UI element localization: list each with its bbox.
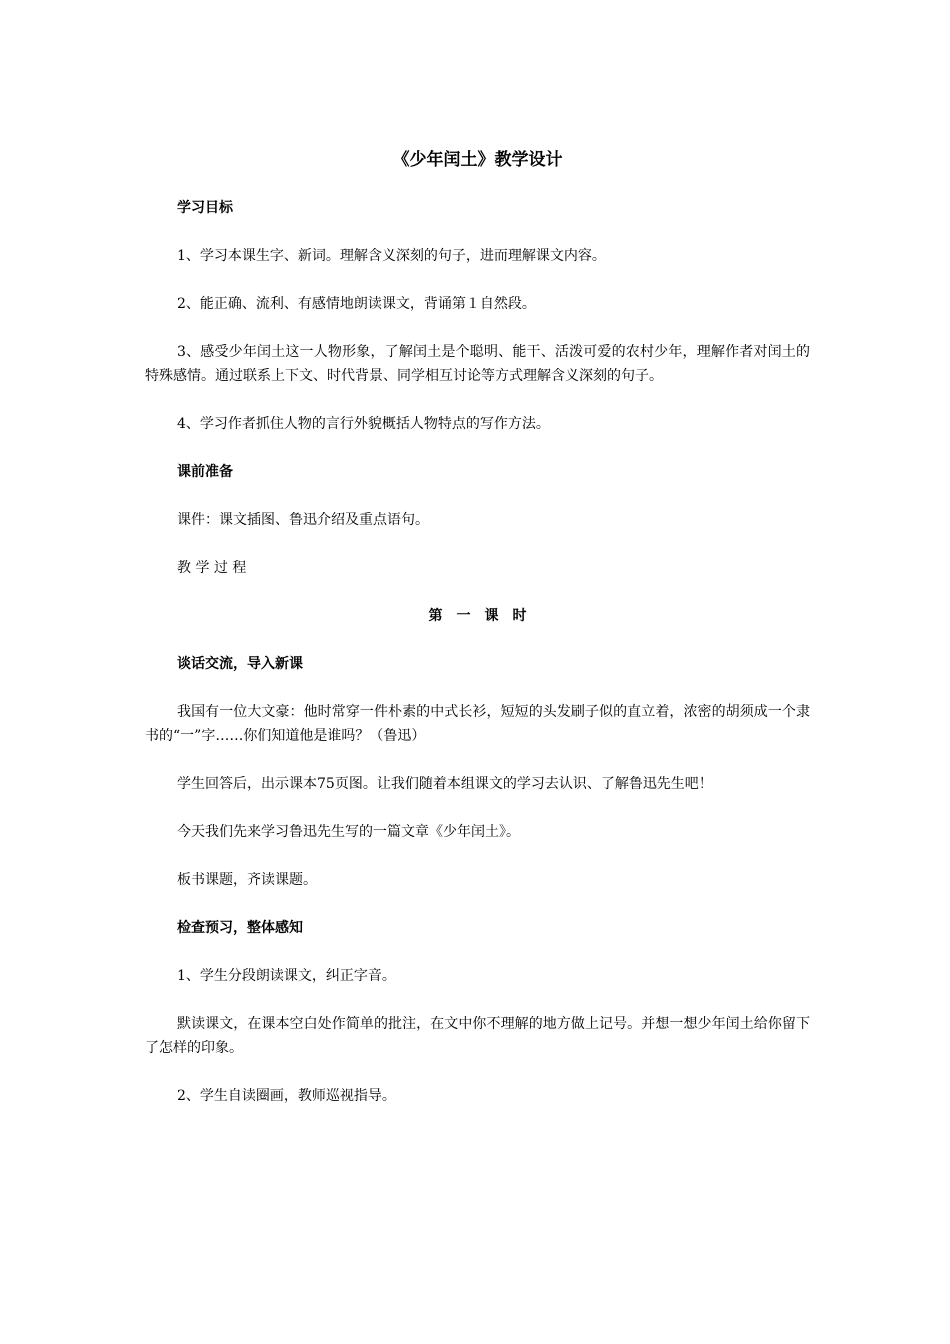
goal-2: 2、能正确、流利、有感情地朗读课文，背诵第１自然段。 bbox=[177, 296, 536, 312]
check-paragraph-3: 2、学生自读圈画，教师巡视指导。 bbox=[177, 1088, 396, 1104]
intro-heading: 谈话交流，导入新课 bbox=[177, 656, 303, 672]
intro-paragraph-1: 我国有一位大文豪：他时常穿一件朴素的中式长衫，短短的头发刷子似的直立着，浓密的胡须成一个隶书的“一”字……你们知道他是谁吗？（鲁迅） bbox=[145, 704, 810, 744]
process-heading: 教 学 过 程 bbox=[177, 560, 247, 576]
intro-paragraph-2: 学生回答后，出示课本75页图。让我们随着本组课文的学习去认识、了解鲁迅先生吧！ bbox=[177, 776, 713, 792]
goal-4: 4、学习作者抓住人物的言行外貌概括人物特点的写作方法。 bbox=[177, 416, 550, 432]
document-title: 《少年闰土》教学设计 bbox=[392, 150, 563, 170]
check-paragraph-2: 默读课文，在课本空白处作简单的批注，在文中你不理解的地方做上记号。并想一想少年闰土给你留下了怎样的印象。 bbox=[145, 1016, 810, 1056]
intro-paragraph-4: 板书课题，齐读课题。 bbox=[177, 872, 317, 888]
check-heading: 检查预习，整体感知 bbox=[177, 920, 303, 936]
prep-heading: 课前准备 bbox=[177, 464, 233, 480]
intro-paragraph-3: 今天我们先来学习鲁迅先生写的一篇文章《少年闰土》。 bbox=[177, 824, 520, 840]
session-title: 第 一 课 时 bbox=[428, 608, 527, 624]
check-paragraph-1: 1、学生分段朗读课文，纠正字音。 bbox=[177, 968, 396, 984]
prep-text: 课件：课文插图、鲁迅介绍及重点语句。 bbox=[177, 512, 429, 528]
goal-3: 3、感受少年闰土这一人物形象，了解闰土是个聪明、能干、活泼可爱的农村少年，理解作者对闰土的特殊感情。通过联系上下文、时代背景、同学相互讨论等方式理解含义深刻的句子。 bbox=[145, 344, 810, 384]
document-body bbox=[145, 148, 810, 1132]
goal-1: 1、学习本课生字、新词。理解含义深刻的句子，进而理解课文内容。 bbox=[177, 248, 606, 264]
goals-heading: 学习目标 bbox=[177, 200, 233, 216]
